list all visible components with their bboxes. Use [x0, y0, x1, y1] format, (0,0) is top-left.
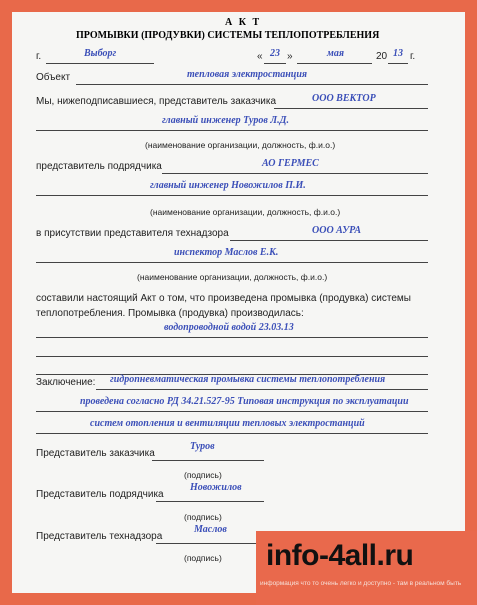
method-line	[36, 337, 428, 338]
document-title: А К Т	[225, 17, 262, 28]
watermark-title: info-4all.ru	[266, 539, 414, 572]
signature-name-contractor: Новожилов	[190, 482, 242, 493]
customer-org-value: ООО ВЕКТОР	[312, 93, 376, 104]
customer-label: Мы, нижеподписавшиеся, представитель заказчика	[36, 96, 277, 107]
day-value: 23	[270, 48, 280, 59]
conclusion-label: Заключение:	[36, 377, 96, 388]
conclusion-value-2: проведена согласно РД 34.21.527-95 Типовая инструкция по эксплуатации	[80, 396, 409, 407]
customer-caption: (наименование организации, должность, ф.и.о.)	[145, 140, 336, 150]
body-line-2: теплопотребления. Промывка (продувка) производилась:	[36, 308, 304, 319]
signature-label-supervisor: Представитель технадзора	[36, 531, 163, 542]
watermark-subtitle: информация что то очень легко и доступно - там в реальном быть	[260, 580, 462, 587]
year-suffix: г.	[410, 51, 416, 62]
blank-line-1	[36, 356, 428, 357]
signature-label-contractor: Представитель подрядчика	[36, 489, 164, 500]
signature-name-supervisor: Маслов	[194, 524, 227, 535]
document-subtitle: ПРОМЫВКИ (ПРОДУВКИ) СИСТЕМЫ ТЕПЛОПОТРЕБЛЕНИЯ	[76, 30, 380, 41]
supervisor-org-line	[230, 240, 428, 241]
city-line	[46, 63, 154, 64]
month-value: мая	[327, 48, 345, 59]
contractor-person-line	[36, 195, 428, 196]
customer-org-line	[274, 108, 428, 109]
supervisor-person-value: инспектор Маслов Е.К.	[174, 247, 279, 258]
watermark-banner	[256, 531, 477, 605]
supervisor-org-value: ООО АУРА	[312, 225, 362, 236]
contractor-label: представитель подрядчика	[36, 161, 162, 172]
customer-person-value: главный инженер Туров Л.Д.	[162, 115, 289, 126]
document-page	[12, 12, 465, 593]
contractor-org-value: АО ГЕРМЕС	[262, 158, 319, 169]
quote-open: «	[257, 51, 263, 62]
city-value: Выборг	[84, 48, 117, 59]
day-line	[264, 63, 286, 64]
conclusion-line-2	[36, 411, 428, 412]
city-prefix: г.	[36, 51, 42, 62]
conclusion-value-1: гидропневматическая промывка системы теплопотребления	[110, 374, 386, 385]
contractor-person-value: главный инженер Новожилов П.И.	[150, 180, 306, 191]
supervisor-caption: (наименование организации, должность, ф.и.о.)	[137, 272, 328, 282]
object-label: Объект	[36, 72, 71, 83]
signature-line-contractor	[156, 501, 264, 502]
supervisor-person-line	[36, 262, 428, 263]
signature-name-customer: Туров	[190, 441, 215, 452]
signature-caption-customer: (подпись)	[184, 470, 222, 480]
conclusion-line-3	[36, 433, 428, 434]
conclusion-value-3: систем отопления и вентиляции тепловых электростанций	[90, 418, 365, 429]
quote-close: »	[287, 51, 293, 62]
signature-caption-supervisor: (подпись)	[184, 553, 222, 563]
object-line	[76, 84, 428, 85]
signature-caption-contractor: (подпись)	[184, 512, 222, 522]
object-value: тепловая электростанция	[187, 69, 308, 80]
year-prefix: 20	[376, 51, 388, 62]
signature-line-customer	[152, 460, 264, 461]
signature-label-customer: Представитель заказчика	[36, 448, 155, 459]
customer-person-line	[36, 130, 428, 131]
method-value: водопроводной водой 23.03.13	[164, 322, 294, 333]
supervisor-label: в присутствии представителя технадзора	[36, 228, 229, 239]
conclusion-line-1	[96, 389, 428, 390]
signature-line-supervisor	[156, 543, 264, 544]
year-value: 13	[393, 48, 403, 59]
year-line	[388, 63, 408, 64]
body-line-1: составили настоящий Акт о том, что произведена промывка (продувка) системы	[36, 293, 411, 304]
contractor-caption: (наименование организации, должность, ф.и.о.)	[150, 207, 341, 217]
contractor-org-line	[162, 173, 428, 174]
month-line	[297, 63, 372, 64]
